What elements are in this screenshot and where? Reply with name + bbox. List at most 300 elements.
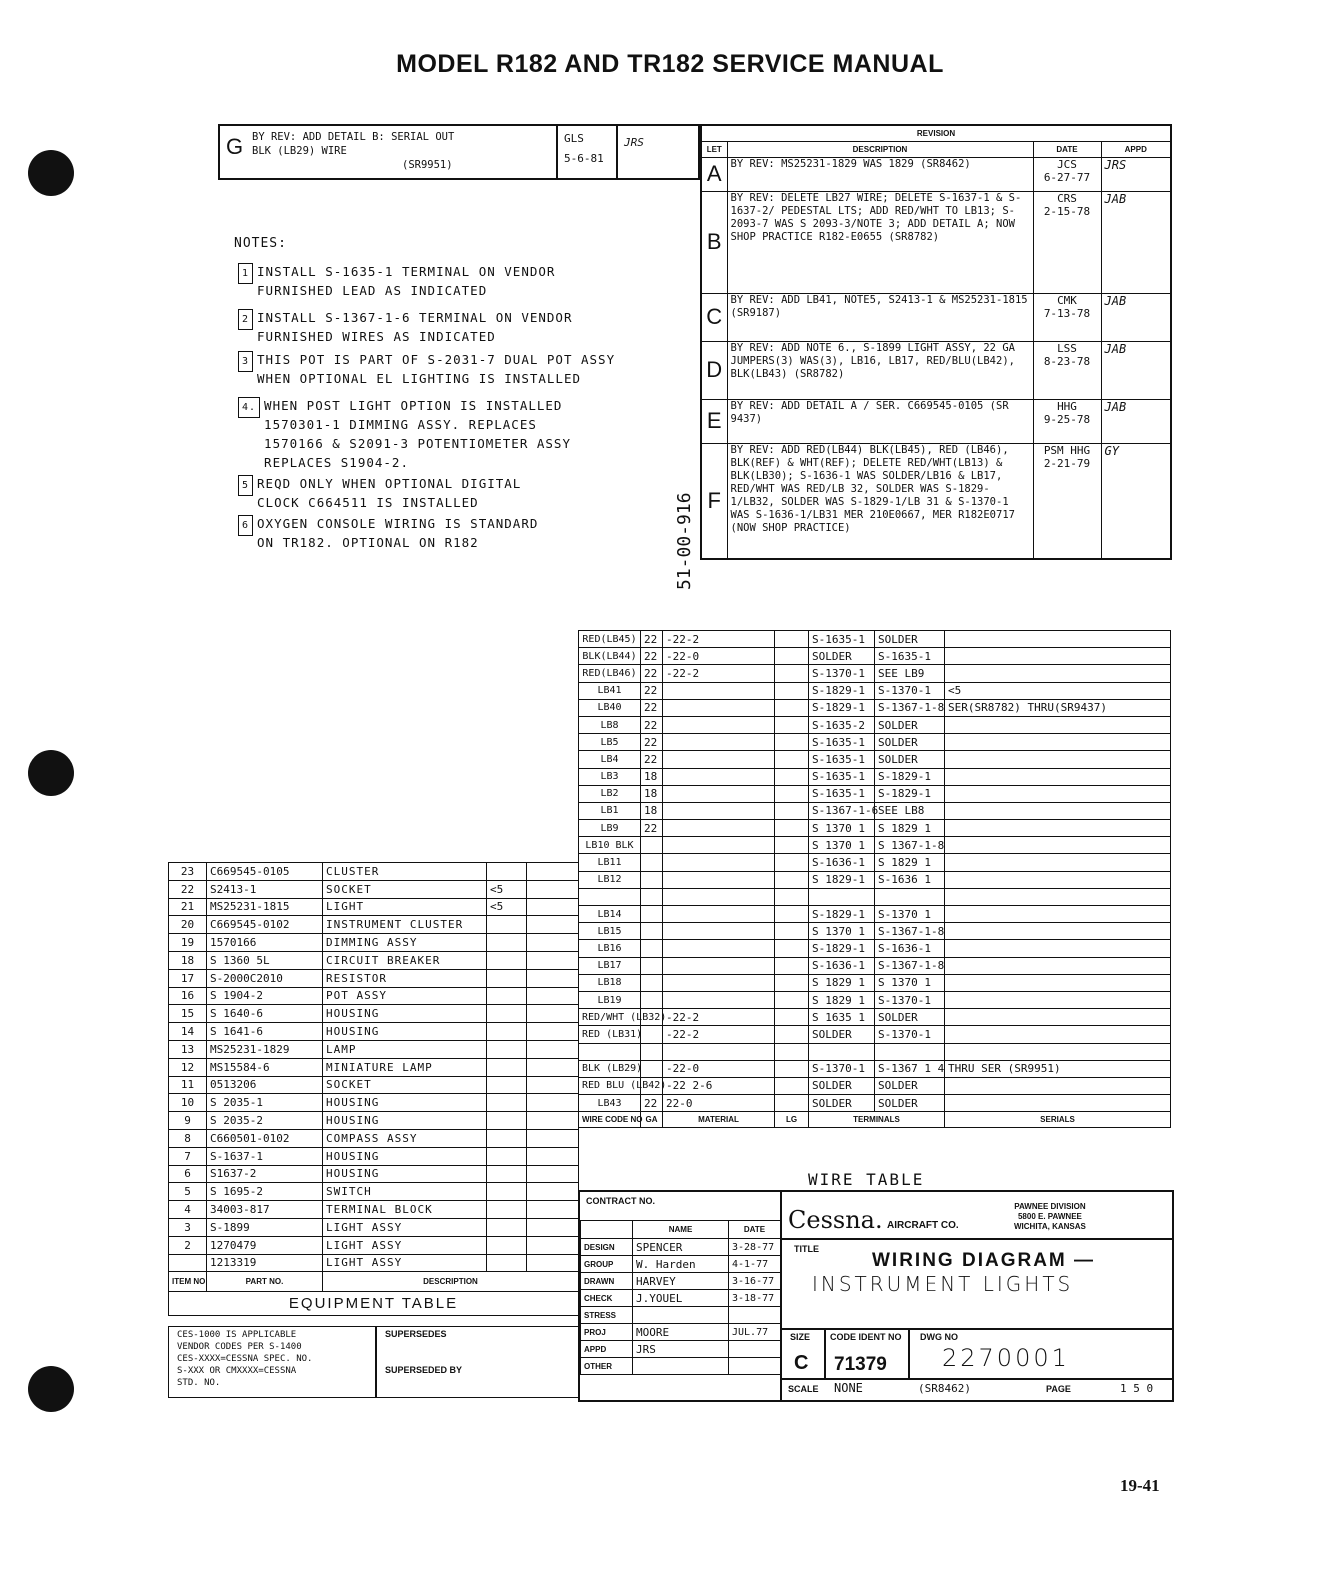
wire-cell-ga: 22: [641, 699, 663, 716]
equip-note: [487, 1023, 527, 1041]
wire-cell-mat: [663, 871, 775, 888]
wire-cell-ser: <5: [945, 682, 1171, 699]
revision-letter: F: [701, 443, 727, 559]
wire-cell-lg: [775, 734, 809, 751]
equip-blank: [527, 1201, 579, 1219]
revision-by-date: [1033, 341, 1101, 399]
wire-cell-lg: [775, 768, 809, 785]
equip-note: [487, 934, 527, 952]
equip-desc: INSTRUMENT CLUSTER: [323, 916, 487, 934]
sig-date: 3-16-77: [729, 1273, 781, 1290]
wire-cell-lg: [775, 991, 809, 1008]
equip-blank: [527, 898, 579, 916]
equip-blank: [527, 1112, 579, 1130]
wire-cell-t1: SOLDER: [809, 648, 875, 665]
wire-cell-ser: [945, 631, 1171, 648]
equip-blank: [527, 1129, 579, 1147]
wire-cell-code: LB3: [579, 768, 641, 785]
equipment-row: [169, 1201, 579, 1219]
wire-cell-t2: [875, 888, 945, 905]
signature-row: [581, 1256, 781, 1273]
revision-date: 8-23-78: [1043, 354, 1091, 368]
wire-cell-mat: [663, 888, 775, 905]
revision-by: JCS: [1057, 157, 1077, 171]
wire-cell-ser: [945, 648, 1171, 665]
equip-blank: [527, 1254, 579, 1272]
wire-cell-ga: 22: [641, 682, 663, 699]
equip-desc: LAMP: [323, 1040, 487, 1058]
page-number: 19-41: [1120, 1476, 1160, 1495]
equip-part: S 1640-6: [207, 1005, 323, 1023]
equip-blank: [527, 1147, 579, 1165]
note-item: [238, 308, 572, 346]
equip-blank: [527, 1076, 579, 1094]
wire-cell-t1: SOLDER: [809, 1095, 875, 1112]
wire-cell-mat: [663, 940, 775, 957]
wire-cell-code: LB5: [579, 734, 641, 751]
wire-row: [579, 1026, 1171, 1043]
equipment-row: [169, 1112, 579, 1130]
equip-blank: [527, 1023, 579, 1041]
wire-cell-ga: 22: [641, 665, 663, 682]
wire-cell-mat: [663, 837, 775, 854]
revision-letter: C: [701, 293, 727, 341]
wire-cell-mat: -22-0: [663, 1060, 775, 1077]
note-marker: 3: [238, 351, 253, 372]
equipment-row: [169, 1129, 579, 1147]
wire-cell-ser: [945, 1077, 1171, 1094]
rev-g-line1: BY REV: ADD DETAIL B: SERIAL OUT: [252, 131, 455, 143]
wire-row: [579, 957, 1171, 974]
signature-row: [581, 1239, 781, 1256]
cessna-logo-text: Cessna.: [788, 1206, 883, 1234]
equip-item: 20: [169, 916, 207, 934]
equip-desc: CLUSTER: [323, 863, 487, 881]
equipment-row: [169, 1183, 579, 1201]
wire-cell-ga: [641, 837, 663, 854]
sig-role: STRESS: [581, 1307, 633, 1324]
note-marker: 5: [238, 475, 253, 496]
wire-cell-t2: S-1367 1 4: [875, 1060, 945, 1077]
sig-col-date: DATE: [729, 1221, 781, 1239]
equip-part: 0513206: [207, 1076, 323, 1094]
wire-cell-lg: [775, 940, 809, 957]
wire-cell-t2: S-1367-1-8: [875, 699, 945, 716]
wire-row: [579, 1043, 1171, 1060]
binder-hole: [28, 150, 74, 196]
revision-row: [701, 443, 1171, 559]
wire-cell-mat: [663, 974, 775, 991]
signature-row: [581, 1358, 781, 1375]
wire-cell-lg: [775, 906, 809, 923]
wire-cell-ga: 18: [641, 785, 663, 802]
wire-cell-ga: 22: [641, 648, 663, 665]
wire-cell-t1: S 1829 1: [809, 974, 875, 991]
wire-cell-ser: [945, 1095, 1171, 1112]
wire-cell-t1: S-1829-1: [809, 682, 875, 699]
equip-blank: [527, 1218, 579, 1236]
wire-cell-mat: -22-2: [663, 631, 775, 648]
equip-desc: LIGHT ASSY: [323, 1218, 487, 1236]
wire-row: [579, 1095, 1171, 1112]
wire-cell-code: LB11: [579, 854, 641, 871]
revision-table: [700, 124, 1172, 560]
wire-cell-code: LB8: [579, 716, 641, 733]
wire-table: [578, 630, 1171, 1128]
wire-cell-mat: [663, 768, 775, 785]
revision-date: 6-27-77: [1043, 170, 1091, 184]
title-block: [578, 1190, 1174, 1402]
equip-desc: HOUSING: [323, 1147, 487, 1165]
supersedes-label: SUPERSEDES: [385, 1329, 447, 1339]
rev-col-date: DATE: [1033, 141, 1101, 157]
wire-cell-t1: S-1635-1: [809, 751, 875, 768]
revision-description: BY REV: ADD DETAIL A / SER. C669545-0105 (SR 9437): [727, 399, 1033, 443]
drawing-title-1: WIRING DIAGRAM —: [872, 1250, 1096, 1271]
wire-cell-ser: [945, 957, 1171, 974]
wire-cell-lg: [775, 648, 809, 665]
wire-cell-ser: [945, 716, 1171, 733]
wire-cell-lg: [775, 974, 809, 991]
revision-appd: JRS: [1101, 157, 1171, 191]
wire-cell-lg: [775, 751, 809, 768]
equip-note: [487, 1076, 527, 1094]
revision-row: [701, 341, 1171, 399]
wire-cell-ser: [945, 768, 1171, 785]
wire-cell-t1: S-1635-1: [809, 631, 875, 648]
equip-note: [487, 1236, 527, 1254]
wire-cell-ser: [945, 1009, 1171, 1026]
equip-blank: [527, 880, 579, 898]
revision-by-date: [1033, 191, 1101, 293]
wire-cell-t2: S-1829-1: [875, 785, 945, 802]
revision-description: BY REV: ADD NOTE 6., S-1899 LIGHT ASSY, 22 GA JUMPERS(3) WAS(3), LB16, LB17, RED/BLU(LB42), BLK(LB43) (SR8782): [727, 341, 1033, 399]
wire-cell-ser: SER(SR8782) THRU(SR9437): [945, 699, 1171, 716]
wire-col-material: MATERIAL: [663, 1112, 775, 1128]
vertical-doc-label: 51-00-916: [674, 492, 695, 590]
signature-row: [581, 1341, 781, 1358]
equip-note: <5: [487, 880, 527, 898]
wire-cell-t2: S 1367-1-8: [875, 837, 945, 854]
equip-note: [487, 1005, 527, 1023]
equip-part: C669545-0105: [207, 863, 323, 881]
wire-cell-ser: [945, 751, 1171, 768]
sig-date: [729, 1341, 781, 1358]
wire-cell-t2: SEE LB9: [875, 665, 945, 682]
wire-cell-t2: S-1370-1: [875, 682, 945, 699]
equip-item: 17: [169, 969, 207, 987]
wire-row: [579, 751, 1171, 768]
wire-cell-ser: [945, 734, 1171, 751]
wire-cell-code: RED(LB45): [579, 631, 641, 648]
equip-part: S2413-1: [207, 880, 323, 898]
equip-item: 19: [169, 934, 207, 952]
equip-item: 15: [169, 1005, 207, 1023]
wire-cell-code: LB2: [579, 785, 641, 802]
wire-row: [579, 665, 1171, 682]
sig-name: [633, 1307, 729, 1324]
wire-cell-lg: [775, 802, 809, 819]
equip-desc: RESISTOR: [323, 969, 487, 987]
equip-desc: TERMINAL BLOCK: [323, 1201, 487, 1219]
wire-cell-mat: -22-0: [663, 648, 775, 665]
equip-item: 7: [169, 1147, 207, 1165]
division-address: PAWNEE DIVISION 5800 E. PAWNEE WICHITA, KANSAS: [1014, 1202, 1086, 1231]
equip-note: [487, 1165, 527, 1183]
wire-col-serials: SERIALS: [945, 1112, 1171, 1128]
sr-value: (SR8462): [918, 1382, 971, 1395]
equipment-row: [169, 1254, 579, 1272]
wire-row: [579, 871, 1171, 888]
wire-cell-t1: S-1635-1: [809, 768, 875, 785]
equip-desc: SOCKET: [323, 1076, 487, 1094]
equipment-row: [169, 863, 579, 881]
wire-cell-ser: [945, 991, 1171, 1008]
wire-col-ga: GA: [641, 1112, 663, 1128]
equip-item: 22: [169, 880, 207, 898]
equipment-row: [169, 1165, 579, 1183]
note-text: INSTALL S-1635-1 TERMINAL ON VENDOR FURNISHED LEAD AS INDICATED: [257, 264, 556, 298]
wire-cell-ga: 22: [641, 734, 663, 751]
revision-letter: B: [701, 191, 727, 293]
sig-role: OTHER: [581, 1358, 633, 1375]
wire-row: [579, 923, 1171, 940]
equip-blank: [527, 863, 579, 881]
wire-cell-ga: 18: [641, 768, 663, 785]
equip-note: [487, 1129, 527, 1147]
sig-name: JRS: [633, 1341, 729, 1358]
equip-desc: SOCKET: [323, 880, 487, 898]
wire-col-code: WIRE CODE NO: [579, 1112, 641, 1128]
equip-col-item: ITEM NO: [169, 1272, 207, 1292]
wire-cell-lg: [775, 699, 809, 716]
wire-row: [579, 1009, 1171, 1026]
wire-row: [579, 785, 1171, 802]
equip-col-part: PART NO.: [207, 1272, 323, 1292]
wire-cell-code: LB43: [579, 1095, 641, 1112]
equip-blank: [527, 969, 579, 987]
wire-cell-ga: [641, 906, 663, 923]
wire-cell-t2: SOLDER: [875, 734, 945, 751]
equip-blank: [527, 1040, 579, 1058]
wire-row: [579, 682, 1171, 699]
wire-cell-ser: [945, 854, 1171, 871]
revision-by-date: [1033, 157, 1101, 191]
rev-g-box: [218, 124, 700, 180]
wire-cell-ser: [945, 871, 1171, 888]
revision-appd: JAB: [1101, 341, 1171, 399]
dwg-no-label: DWG NO: [920, 1332, 958, 1342]
revision-row: [701, 399, 1171, 443]
wire-cell-ser: [945, 1026, 1171, 1043]
note-item: [238, 474, 521, 512]
equip-desc: LIGHT ASSY: [323, 1236, 487, 1254]
wire-cell-t1: S-1829-1: [809, 940, 875, 957]
wire-cell-code: RED (LB31): [579, 1026, 641, 1043]
equipment-table: [168, 862, 579, 1316]
wire-cell-mat: -22-2: [663, 1026, 775, 1043]
equip-item: 9: [169, 1112, 207, 1130]
wire-cell-t2: SOLDER: [875, 1077, 945, 1094]
wire-cell-code: RED BLU (LB42): [579, 1077, 641, 1094]
wire-cell-ser: [945, 785, 1171, 802]
wire-cell-mat: [663, 785, 775, 802]
contract-label: CONTRACT NO.: [586, 1196, 655, 1206]
wire-cell-t1: S-1635-1: [809, 734, 875, 751]
equipment-row: [169, 898, 579, 916]
wire-cell-mat: [663, 699, 775, 716]
wire-row: [579, 1077, 1171, 1094]
equip-item: 18: [169, 951, 207, 969]
equip-note: [487, 916, 527, 934]
rev-g-line2: BLK (LB29) WIRE: [252, 145, 347, 157]
wire-row: [579, 768, 1171, 785]
wire-cell-t2: [875, 1043, 945, 1060]
wire-cell-ser: [945, 802, 1171, 819]
wire-cell-ser: [945, 665, 1171, 682]
equip-note: [487, 1040, 527, 1058]
wire-cell-code: BLK(LB44): [579, 648, 641, 665]
note-text: OXYGEN CONSOLE WIRING IS STANDARD ON TR182. OPTIONAL ON R182: [257, 516, 539, 550]
wire-cell-lg: [775, 837, 809, 854]
wire-cell-t1: [809, 888, 875, 905]
wire-cell-ga: [641, 888, 663, 905]
binder-hole: [28, 750, 74, 796]
wire-cell-t2: S-1370-1: [875, 1026, 945, 1043]
wire-cell-mat: -22-2: [663, 1009, 775, 1026]
wire-cell-code: LB10 BLK: [579, 837, 641, 854]
equip-part: S 2035-2: [207, 1112, 323, 1130]
wire-cell-lg: [775, 871, 809, 888]
wire-cell-t2: S 1829 1: [875, 820, 945, 837]
equip-item: 2: [169, 1236, 207, 1254]
wire-cell-t1: S 1370 1: [809, 820, 875, 837]
note-item: [238, 262, 555, 300]
page-title: MODEL R182 AND TR182 SERVICE MANUAL: [396, 50, 944, 78]
code-ident-value: 71379: [834, 1354, 887, 1375]
wire-cell-ga: [641, 1060, 663, 1077]
equip-part: MS25231-1829: [207, 1040, 323, 1058]
wire-cell-ser: THRU SER (SR9951): [945, 1060, 1171, 1077]
wire-row: [579, 734, 1171, 751]
wire-cell-t1: S-1829-1: [809, 906, 875, 923]
wire-row: [579, 1060, 1171, 1077]
wire-cell-t1: SOLDER: [809, 1077, 875, 1094]
sig-col-name: NAME: [633, 1221, 729, 1239]
cessna-logo: [788, 1206, 959, 1234]
equip-part: S-1899: [207, 1218, 323, 1236]
equip-col-desc: DESCRIPTION: [323, 1272, 579, 1292]
equip-desc: COMPASS ASSY: [323, 1129, 487, 1147]
revision-by: HHG: [1057, 399, 1077, 413]
revision-heading: REVISION: [701, 125, 1171, 141]
wire-cell-ga: [641, 1043, 663, 1060]
wire-cell-ga: 22: [641, 1095, 663, 1112]
wire-cell-lg: [775, 665, 809, 682]
equip-item: 6: [169, 1165, 207, 1183]
equip-item: 5: [169, 1183, 207, 1201]
wire-row: [579, 974, 1171, 991]
sig-role: PROJ: [581, 1324, 633, 1341]
wire-cell-mat: -22-2: [663, 665, 775, 682]
sig-role: DESIGN: [581, 1239, 633, 1256]
wire-cell-mat: [663, 716, 775, 733]
wire-cell-t1: S-1829-1: [809, 699, 875, 716]
revision-letter: A: [701, 157, 727, 191]
equip-part: C660501-0102: [207, 1129, 323, 1147]
equipment-row: [169, 1236, 579, 1254]
wire-cell-code: LB1: [579, 802, 641, 819]
equip-blank: [527, 916, 579, 934]
note-item: [238, 396, 571, 472]
wire-table-title: WIRE TABLE: [808, 1170, 925, 1189]
wire-cell-mat: [663, 802, 775, 819]
equipment-row: [169, 934, 579, 952]
size-label: SIZE: [790, 1332, 811, 1342]
equip-note: [487, 951, 527, 969]
wire-cell-lg: [775, 957, 809, 974]
wire-cell-ser: [945, 888, 1171, 905]
equip-desc: HOUSING: [323, 1165, 487, 1183]
equip-note: [487, 1183, 527, 1201]
equip-note: [487, 1058, 527, 1076]
revision-date: 2-15-78: [1043, 204, 1091, 218]
sig-role: APPD: [581, 1341, 633, 1358]
revision-by: CMK: [1057, 293, 1077, 307]
wire-cell-code: LB9: [579, 820, 641, 837]
wire-cell-code: LB19: [579, 991, 641, 1008]
equipment-row: [169, 1040, 579, 1058]
equip-part: S 2035-1: [207, 1094, 323, 1112]
equip-item: 21: [169, 898, 207, 916]
revision-date: 9-25-78: [1043, 412, 1091, 426]
equip-item: [169, 1254, 207, 1272]
wire-cell-ga: 22: [641, 820, 663, 837]
wire-cell-t2: S-1636-1: [875, 940, 945, 957]
page-value: 1 5 0: [1120, 1382, 1154, 1395]
revision-description: BY REV: MS25231-1829 WAS 1829 (SR8462): [727, 157, 1033, 191]
wire-cell-ga: 22: [641, 716, 663, 733]
equip-part: S-1637-1: [207, 1147, 323, 1165]
revision-letter: E: [701, 399, 727, 443]
wire-cell-t2: SEE LB8: [875, 802, 945, 819]
note-item: [238, 514, 538, 552]
rev-g-line3: (SR9951): [402, 159, 453, 171]
revision-appd: JAB: [1101, 399, 1171, 443]
wire-cell-t1: S-1635-1: [809, 785, 875, 802]
wire-cell-mat: [663, 751, 775, 768]
revision-description: BY REV: ADD RED(LB44) BLK(LB45), RED (LB46), BLK(REF) & WHT(REF); DELETE RED/WHT(LB13) & BLK(LB30); S-1636-1 WAS SOLDER/LB16 & LB17, RED/WHT WAS RED/LB 32, SOLDER WAS S-1829-1/LB32, SOLDER WAS S-1829-1/LB 31 & S-1370-1 WAS S-1636-1/LB31 MER 210E0667, MER R182E0717 (NOW SHOP PRACTICE): [727, 443, 1033, 559]
note-item: [238, 350, 615, 388]
revision-row: [701, 157, 1171, 191]
wire-cell-ga: [641, 854, 663, 871]
note-text: REQD ONLY WHEN OPTIONAL DIGITAL CLOCK C664511 IS INSTALLED: [257, 476, 522, 510]
wire-cell-ga: [641, 957, 663, 974]
scale-value: NONE: [834, 1381, 863, 1395]
equip-part: 1270479: [207, 1236, 323, 1254]
revision-description: BY REV: ADD LB41, NOTE5, S2413-1 & MS25231-1815 (SR9187): [727, 293, 1033, 341]
wire-row: [579, 888, 1171, 905]
equip-note: <5: [487, 898, 527, 916]
wire-cell-ga: [641, 974, 663, 991]
wire-cell-lg: [775, 923, 809, 940]
sig-name: HARVEY: [633, 1273, 729, 1290]
equip-note: [487, 1147, 527, 1165]
wire-cell-lg: [775, 1095, 809, 1112]
wire-row: [579, 631, 1171, 648]
title-label: TITLE: [794, 1244, 819, 1254]
revision-date: 7-13-78: [1043, 306, 1091, 320]
